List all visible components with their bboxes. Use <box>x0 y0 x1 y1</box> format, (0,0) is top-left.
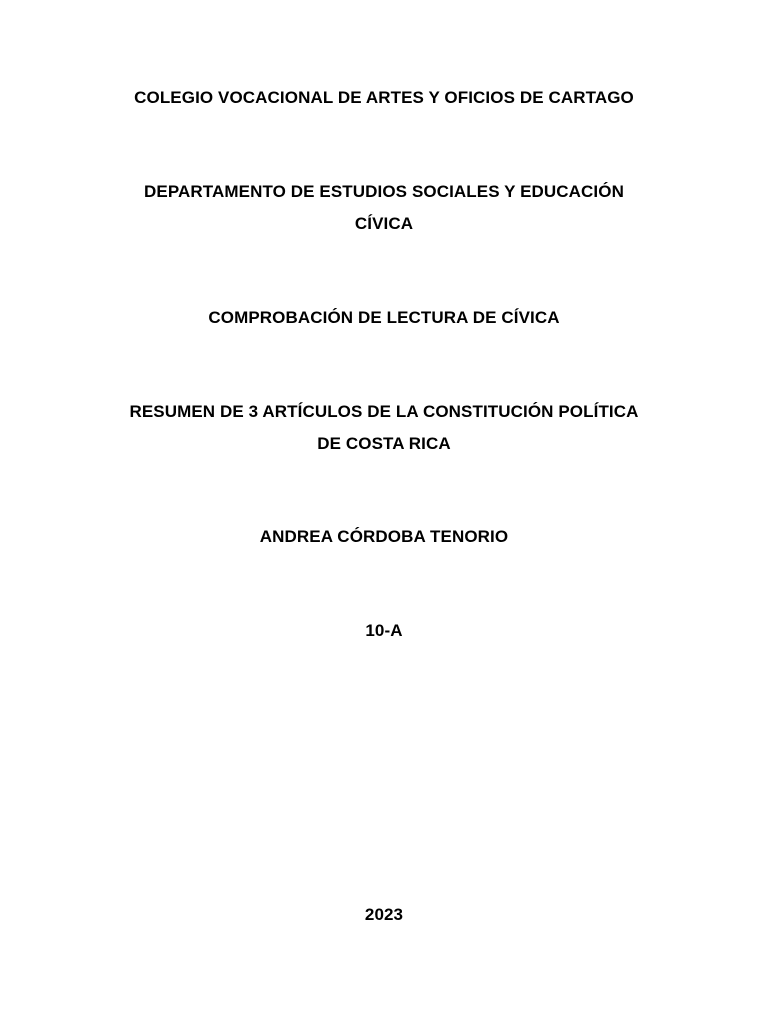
assignment-type: COMPROBACIÓN DE LECTURA DE CÍVICA <box>208 308 560 327</box>
class-group: 10-A <box>365 621 403 640</box>
document-title-line-2: DE COSTA RICA <box>317 434 451 453</box>
document-title-line-1: RESUMEN DE 3 ARTÍCULOS DE LA CONSTITUCIÓN POLÍTICA <box>129 402 639 421</box>
department-name-line-2: CÍVICA <box>354 214 414 233</box>
author-name: ANDREA CÓRDOBA TENORIO <box>259 527 509 546</box>
year: 2023 <box>364 905 404 924</box>
department-name-line-1: DEPARTAMENTO DE ESTUDIOS SOCIALES Y EDUCACIÓN <box>144 182 624 201</box>
school-name: COLEGIO VOCACIONAL DE ARTES Y OFICIOS DE CARTAGO <box>134 88 634 107</box>
